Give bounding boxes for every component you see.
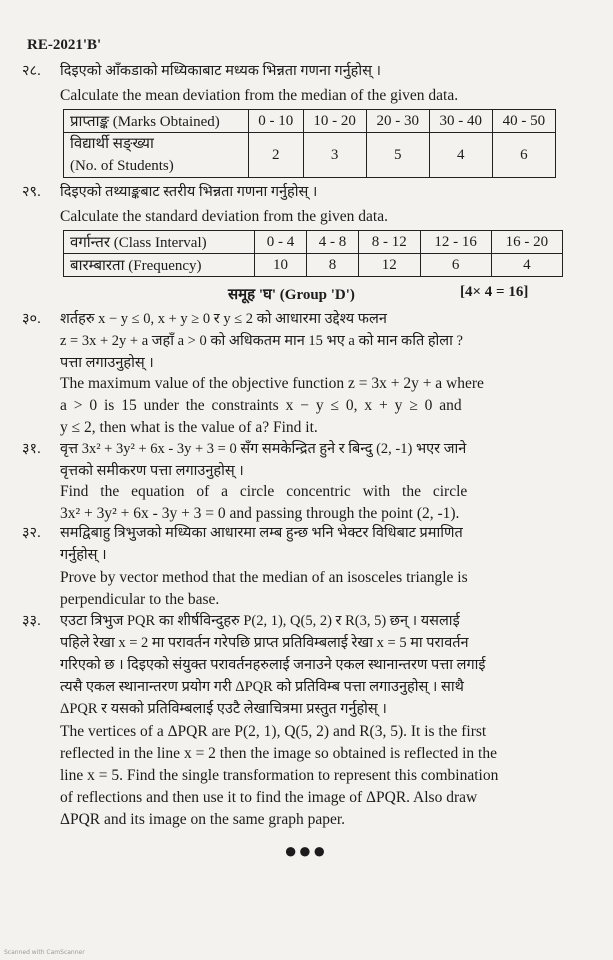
q30-english-l1: The maximum value of the objective function z = 3x + 2y + a where	[60, 375, 484, 392]
q30-english-l3: y ≤ 2, then what is the value of a? Find it.	[60, 419, 318, 436]
q31-nepali-l2: वृत्तको समीकरण पत्ता लगाउनुहोस् ।	[60, 463, 244, 479]
q28-interval: 40 - 50	[492, 110, 555, 133]
q31-nepali	[22, 438, 583, 460]
q31-english-l1: Find the equation of a circle concentric with the circle	[60, 483, 468, 500]
q29-nepali	[22, 181, 583, 203]
q28-nepali-text: दिइएको आँकडाको मध्यिकाबाट मध्यक भिन्नता गणना गर्नुहोस् ।	[60, 63, 382, 79]
q33-english-l3: line x = 5. Find the single transformation to represent this combination	[60, 767, 499, 784]
q33-english-l2: reflected in the line x = 2 then the image so obtained is reflected in the	[60, 745, 497, 762]
q31-number: ३१.	[22, 441, 41, 457]
table-row	[64, 133, 556, 178]
q30-number: ३०.	[22, 311, 41, 327]
q33-nepali-l2: पहिले रेखा x = 2 मा परावर्तन गरेपछि प्राप्त प्रतिविम्बलाई रेखा x = 5 मा परावर्तन	[60, 635, 469, 651]
q29-nepali-text: दिइएको तथ्याङ्कबाट स्तरीय भिन्नता गणना गर्नुहोस् ।	[60, 184, 318, 200]
q29-english: Calculate the standard deviation from the given data.	[60, 208, 388, 225]
q28-interval: 0 - 10	[249, 110, 304, 133]
q28-table	[63, 109, 556, 178]
q33-nepali	[22, 610, 583, 632]
q29-frequency: 6	[420, 254, 491, 277]
q28-students: 3	[303, 133, 366, 178]
paper-code: RE-2021'B'	[27, 37, 102, 53]
q28-nepali	[22, 60, 583, 82]
group-label: समूह 'घ' (Group 'D')	[228, 287, 355, 303]
q32-number: ३२.	[22, 525, 41, 541]
q32-nepali	[22, 522, 583, 544]
q33-nepali-l1: एउटा त्रिभुज PQR का शीर्षविन्दुहरु P(2, 1), Q(5, 2) र R(3, 5) छन् । यसलाई	[60, 613, 460, 629]
q33-nepali-l3: गरिएको छ । दिइएको संयुक्त परावर्तनहरुलाई जनाउने एकल स्थानान्तरण पत्ता लगाई	[60, 657, 486, 673]
q29-number: २९.	[22, 184, 41, 200]
q33-english-l4: of reflections and then use it to find the image of ΔPQR. Also draw	[60, 789, 478, 806]
scanner-watermark: Scanned with CamScanner	[4, 949, 85, 956]
q30-english-l2: a > 0 is 15 under the constraints x − y ≤ 0, x + y ≥ 0 and	[60, 397, 462, 414]
q33-number: ३३.	[22, 613, 41, 629]
q32-nepali-l2: गर्नुहोस् ।	[60, 547, 107, 563]
q29-frequency: 8	[306, 254, 358, 277]
q29-interval: 0 - 4	[255, 231, 307, 254]
q32-english-l2: perpendicular to the base.	[60, 591, 220, 608]
q29-table	[63, 230, 563, 277]
q30-nepali-l3: पत्ता लगाउनुहोस् ।	[60, 355, 154, 371]
q28-interval: 30 - 40	[429, 110, 492, 133]
q29-row1-label: वर्गान्तर (Class Interval)	[64, 231, 255, 254]
table-row	[64, 254, 563, 277]
q30-nepali-l1: शर्तहरु x − y ≤ 0, x + y ≥ 0 र y ≤ 2 को आधारमा उद्देश्य फलन	[60, 311, 387, 327]
q28-students: 5	[366, 133, 429, 178]
q28-number: २८.	[22, 63, 41, 79]
q28-row1-label: प्राप्ताङ्क (Marks Obtained)	[64, 110, 249, 133]
end-of-paper-mark: ●●●	[284, 838, 327, 863]
q28-row2-label-np: विद्यार्थी सङ्ख्या	[70, 136, 154, 152]
q33-english-l5: ΔPQR and its image on the same graph paper.	[60, 811, 346, 828]
q28-interval: 10 - 20	[303, 110, 366, 133]
q29-interval: 8 - 12	[358, 231, 420, 254]
q28-students: 2	[249, 133, 304, 178]
q32-nepali-l1: समद्विबाहु त्रिभुजको मध्यिका आधारमा लम्ब हुन्छ भनि भेक्टर विधिबाट प्रमाणित	[60, 525, 463, 541]
q30-nepali-l2: z = 3x + 2y + a जहाँ a > 0 को अधिकतम मान 15 भए a को मान कति होला ?	[60, 333, 463, 349]
q33-nepali-l4: त्यसै एकल स्थानान्तरण प्रयोग गरी ΔPQR को प्रतिविम्ब पत्ता लगाउनुहोस् । साथै	[60, 679, 464, 695]
q30-nepali	[22, 308, 583, 330]
q28-row2-label-en: (No. of Students)	[70, 158, 174, 174]
q29-frequency: 4	[491, 254, 562, 277]
q28-english: Calculate the mean deviation from the median of the given data.	[60, 87, 459, 104]
q29-row2-label: बारम्बारता (Frequency)	[64, 254, 255, 277]
q31-english-l2: 3x² + 3y² + 6x - 3y + 3 = 0 and passing through the point (2, -1).	[60, 505, 460, 522]
table-row	[64, 231, 563, 254]
group-marks: [4× 4 = 16]	[460, 284, 529, 300]
q29-frequency: 10	[255, 254, 307, 277]
q33-english-l1: The vertices of a ΔPQR are P(2, 1), Q(5, 2) and R(3, 5). It is the first	[60, 723, 487, 740]
q29-interval: 12 - 16	[420, 231, 491, 254]
q28-students: 4	[429, 133, 492, 178]
q32-english-l1: Prove by vector method that the median of an isosceles triangle is	[60, 569, 468, 586]
q29-frequency: 12	[358, 254, 420, 277]
q29-interval: 4 - 8	[306, 231, 358, 254]
q33-nepali-l5: ΔPQR र यसको प्रतिविम्बलाई एउटै लेखाचित्रमा प्रस्तुत गर्नुहोस् ।	[60, 701, 387, 717]
q29-interval: 16 - 20	[491, 231, 562, 254]
q28-row2-label	[64, 133, 249, 178]
q31-nepali-l1: वृत्त 3x² + 3y² + 6x - 3y + 3 = 0 सँग समकेन्द्रित हुने र बिन्दु (2, -1) भएर जाने	[60, 441, 467, 457]
q28-interval: 20 - 30	[366, 110, 429, 133]
table-row	[64, 110, 556, 133]
q28-students: 6	[492, 133, 555, 178]
